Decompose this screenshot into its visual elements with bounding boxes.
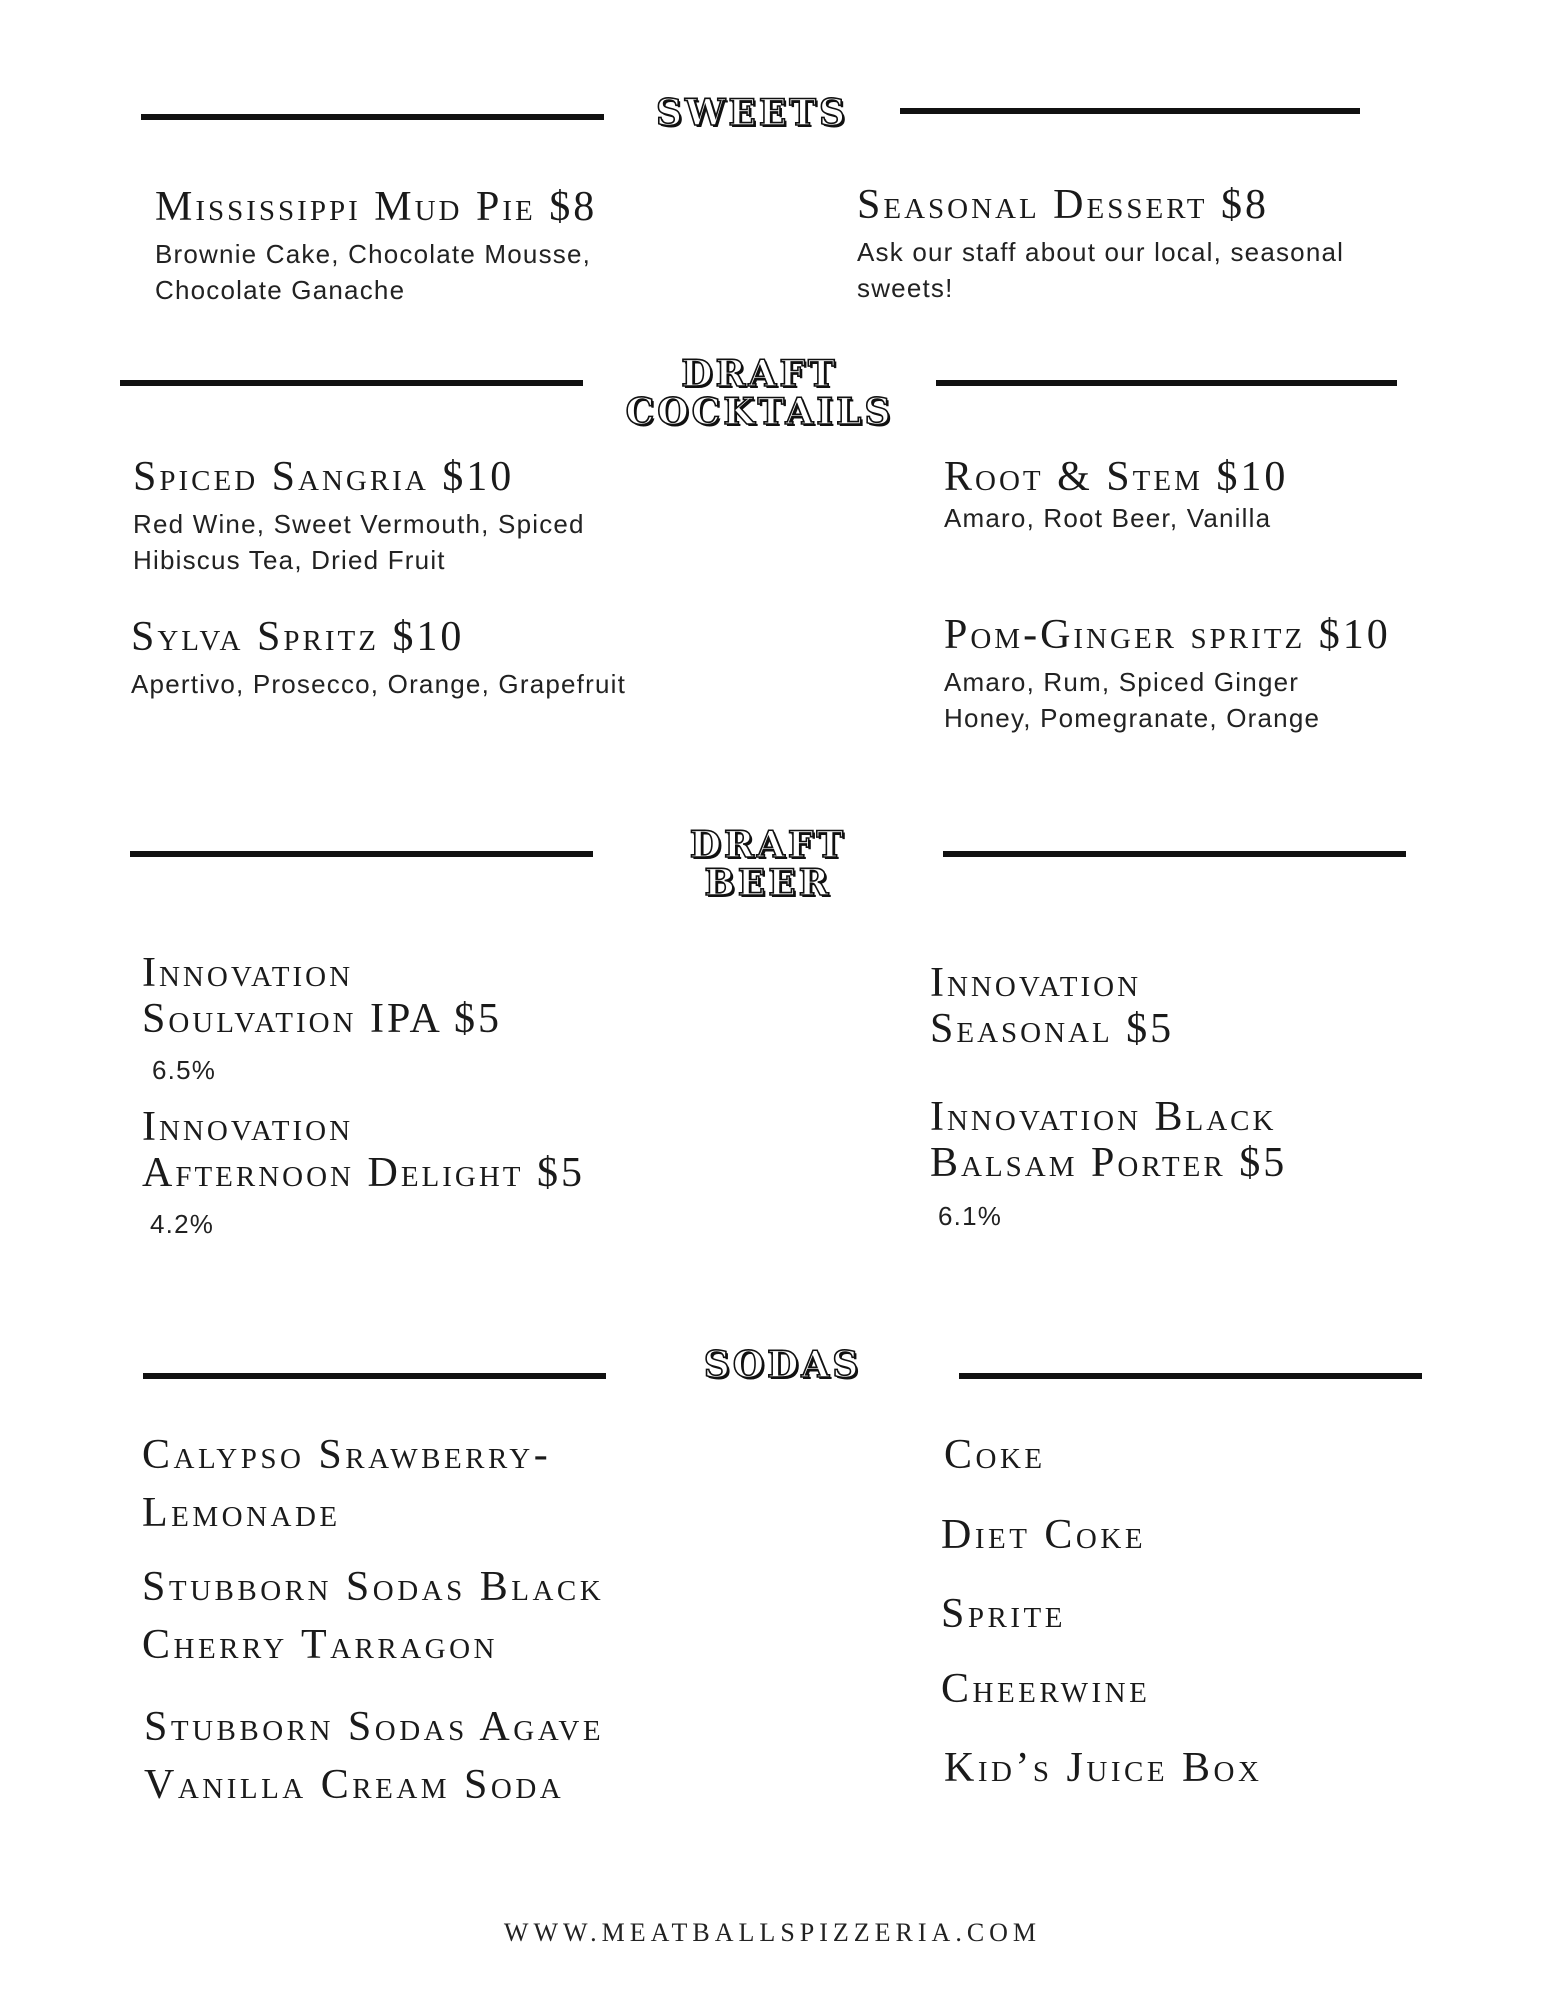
item-description: Amaro, Root Beer, Vanilla bbox=[944, 503, 1272, 533]
soda-item-line1: Stubborn Sodas Agave bbox=[144, 1704, 605, 1750]
item-description: Ask our staff about our local, seasonal sweets! bbox=[857, 237, 1345, 303]
sodas-rule-right bbox=[959, 1373, 1422, 1379]
beer-heading bbox=[593, 826, 943, 902]
menu-item-innovation-seasonal bbox=[930, 960, 1450, 1052]
item-title-line2: Soulvation IPA $5 bbox=[142, 996, 502, 1042]
soda-item-line2: Lemonade bbox=[142, 1490, 341, 1536]
sweets-rule-left bbox=[141, 114, 604, 120]
soda-item bbox=[142, 1558, 604, 1674]
item-title: Sylva Spritz $10 bbox=[131, 614, 465, 660]
beer-heading-line1: DRAFT bbox=[689, 824, 847, 866]
soda-item-coke: Coke bbox=[944, 1432, 1046, 1478]
item-title-line1: Innovation bbox=[142, 1104, 354, 1150]
beer-heading-line2: BEER bbox=[704, 862, 832, 904]
soda-item-line1: Stubborn Sodas Black bbox=[142, 1564, 605, 1610]
sweets-heading: SWEETS bbox=[655, 92, 849, 134]
soda-item-line2: Cherry Tarragon bbox=[142, 1622, 498, 1668]
menu-item-root-stem bbox=[944, 454, 1464, 536]
cocktails-rule-right bbox=[936, 380, 1397, 386]
menu-item-spiced-sangria bbox=[133, 454, 693, 578]
cocktails-heading-line2: COCKTAILS bbox=[625, 391, 894, 433]
item-description: Apertivo, Prosecco, Orange, Grapefruit bbox=[131, 669, 627, 699]
menu-item-pom-ginger bbox=[944, 612, 1391, 736]
soda-item-line2: Vanilla Cream Soda bbox=[144, 1762, 565, 1808]
item-title-line1: Innovation bbox=[142, 950, 354, 996]
menu-item-mud-pie bbox=[155, 184, 675, 308]
item-title: Root & Stem $10 bbox=[944, 454, 1289, 500]
cocktails-heading-line1: DRAFT bbox=[681, 353, 838, 395]
menu-item-black-balsam-porter bbox=[930, 1094, 1450, 1234]
item-title-line1: Innovation Black bbox=[930, 1094, 1277, 1140]
item-title: Spiced Sangria $10 bbox=[133, 454, 515, 500]
soda-item-sprite: Sprite bbox=[941, 1591, 1066, 1637]
cocktails-heading bbox=[583, 355, 936, 431]
soda-item-diet-coke: Diet Coke bbox=[941, 1512, 1147, 1558]
sodas-rule-left bbox=[143, 1373, 606, 1379]
item-title-line2: Seasonal $5 bbox=[930, 1006, 1175, 1052]
sodas-heading: SODAS bbox=[703, 1344, 862, 1386]
item-title-line2: Balsam Porter $5 bbox=[930, 1140, 1288, 1186]
soda-item-cheerwine: Cheerwine bbox=[941, 1666, 1151, 1712]
item-description: Amaro, Rum, Spiced Ginger Honey, Pomegranate, Orange bbox=[944, 667, 1321, 733]
item-description: Brownie Cake, Chocolate Mousse, Chocolate Ganache bbox=[155, 239, 592, 305]
menu-item-sylva-spritz bbox=[131, 614, 651, 702]
item-title-line1: Innovation bbox=[930, 960, 1142, 1006]
item-description: Red Wine, Sweet Vermouth, Spiced Hibiscus Tea, Dried Fruit bbox=[133, 509, 585, 575]
soda-item-kids-juice-box: Kid’s Juice Box bbox=[944, 1745, 1263, 1791]
item-abv: 6.1% bbox=[938, 1201, 1003, 1231]
item-abv: 6.5% bbox=[152, 1055, 217, 1085]
beer-rule-right bbox=[943, 851, 1406, 857]
menu-item-soulvation-ipa bbox=[142, 950, 702, 1088]
soda-item bbox=[144, 1698, 604, 1814]
item-title: Mississippi Mud Pie $8 bbox=[155, 184, 598, 230]
item-title-line2: Afternoon Delight $5 bbox=[142, 1150, 586, 1196]
cocktails-rule-left bbox=[120, 380, 583, 386]
soda-item bbox=[142, 1426, 551, 1542]
sweets-rule-right bbox=[900, 108, 1360, 114]
beer-rule-left bbox=[130, 851, 593, 857]
item-abv: 4.2% bbox=[150, 1209, 215, 1239]
item-title: Pom-Ginger spritz $10 bbox=[944, 612, 1391, 658]
menu-item-afternoon-delight bbox=[142, 1104, 702, 1242]
item-title: Seasonal Dessert $8 bbox=[857, 182, 1270, 228]
footer-website: WWW.MEATBALLSPIZZERIA.COM bbox=[503, 1918, 1042, 1947]
menu-item-seasonal-dessert bbox=[857, 182, 1417, 306]
soda-item-line1: Calypso Srawberry- bbox=[142, 1432, 552, 1478]
